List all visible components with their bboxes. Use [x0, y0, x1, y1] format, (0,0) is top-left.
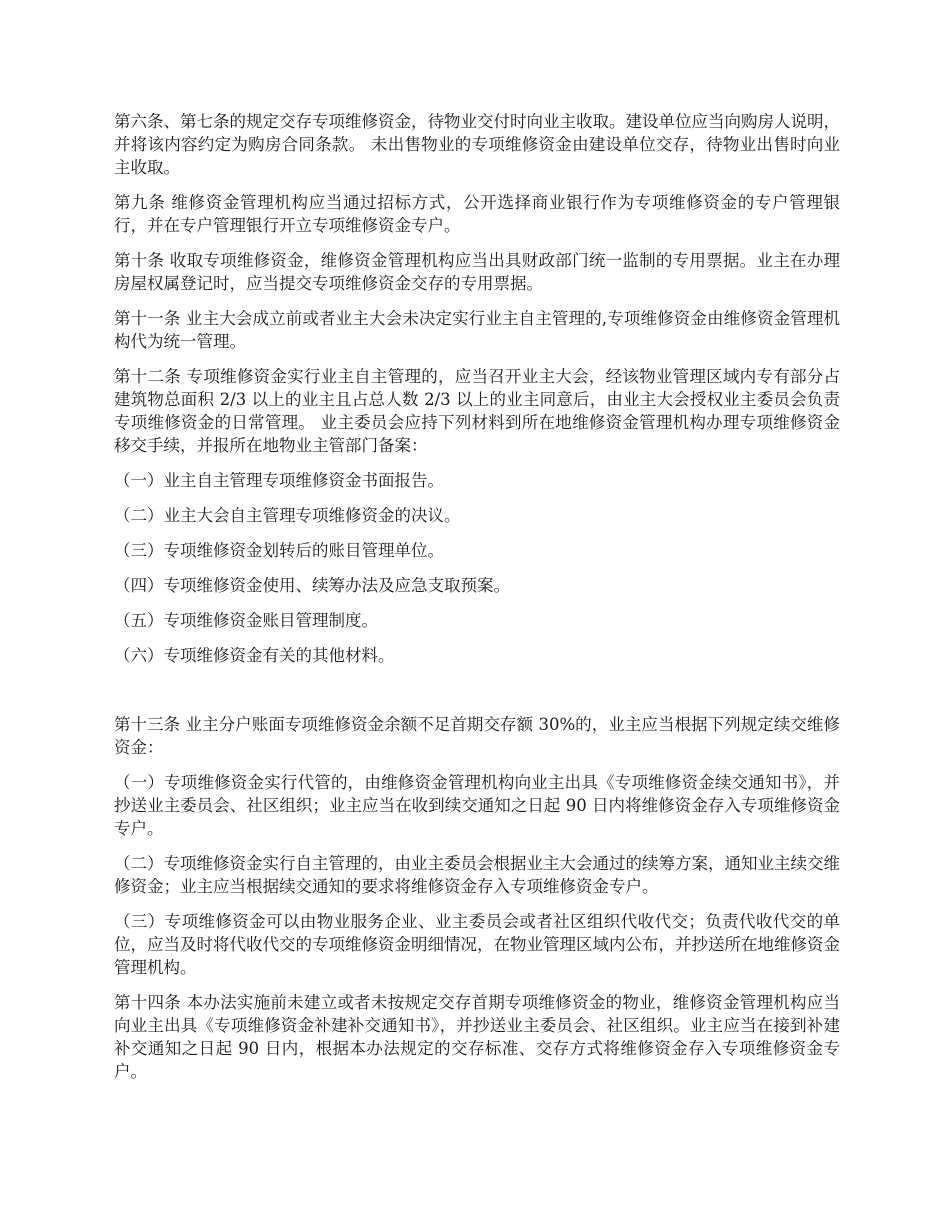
paragraph-article-9: 第九条 维修资金管理机构应当通过招标方式，公开选择商业银行作为专项维修资金的专户管理银行，并在专户管理银行开立专项维修资金专户。: [114, 193, 840, 235]
article-13-rules-list: [114, 771, 840, 979]
paragraph-article-11: 第十一条 业主大会成立前或者业主大会未决定实行业主自主管理的,专项维修资金由维修资金管理机构代为统一管理。: [114, 309, 840, 351]
document-body: [114, 110, 840, 1095]
list-item: （一）专项维修资金实行代管的，由维修资金管理机构向业主出具《专项维修资金续交通知书》，并抄送业主委员会、社区组织；业主应当在收到续交通知之日起 90 日内将维修资金存入专项维修资金专户。: [114, 773, 840, 838]
list-item: （一）业主自主管理专项维修资金书面报告。: [114, 471, 444, 490]
list-item: （二）业主大会自主管理专项维修资金的决议。: [114, 506, 461, 525]
list-item: （六）专项维修资金有关的其他材料。: [114, 646, 395, 665]
list-item: （五）专项维修资金账目管理制度。: [114, 611, 378, 630]
paragraph-article-13: 第十三条 业主分户账面专项维修资金余额不足首期交存额 30%的，业主应当根据下列规定续交维修资金：: [114, 715, 840, 757]
article-12-materials-list: [114, 469, 840, 667]
paragraph-article-10: 第十条 收取专项维修资金，维修资金管理机构应当出具财政部门统一监制的专用票据。业主在办理房屋权属登记时，应当提交专项维修资金交存的专用票据。: [114, 251, 840, 293]
list-item: （三）专项维修资金划转后的账目管理单位。: [114, 541, 444, 560]
list-item: （四）专项维修资金使用、续筹办法及应急支取预案。: [114, 576, 510, 595]
paragraph-article-6-7-continued: 第六条、第七条的规定交存专项维修资金，待物业交付时向业主收取。建设单位应当向购房人说明，并将该内容约定为购房合同条款。 未出售物业的专项维修资金由建设单位交存，待物业出售时向业主收取。: [114, 112, 840, 177]
paragraph-article-14: 第十四条 本办法实施前未建立或者未按规定交存首期专项维修资金的物业，维修资金管理机构应当向业主出具《专项维修资金补建补交通知书》，并抄送业主委员会、社区组织。业主应当在接到补建补交通知之日起 90 日内，根据本办法规定的交存标准、交存方式将维修资金存入专项维修资金专户。: [114, 993, 840, 1081]
section-spacer: [114, 679, 840, 713]
paragraph-article-12: 第十二条 专项维修资金实行业主自主管理的，应当召开业主大会，经该物业管理区域内专有部分占建筑物总面积 2/3 以上的业主且占总人数 2/3 以上的业主同意后，由业主大会授权业主委员会负责专项维修资金的日常管理。 业主委员会应持下列材料到所在地维修资金管理机构办理专项维修资金移交手续，并报所在地物业主管部门备案：: [114, 367, 840, 455]
list-item: （二）专项维修资金实行自主管理的，由业主委员会根据业主大会通过的续筹方案，通知业主续交维修资金；业主应当根据续交通知的要求将维修资金存入专项维修资金专户。: [114, 854, 840, 896]
list-item: （三）专项维修资金可以由物业服务企业、业主委员会或者社区组织代收代交；负责代收代交的单位，应当及时将代收代交的专项维修资金明细情况，在物业管理区域内公布，并抄送所在地维修资金管理机构。: [114, 912, 840, 977]
